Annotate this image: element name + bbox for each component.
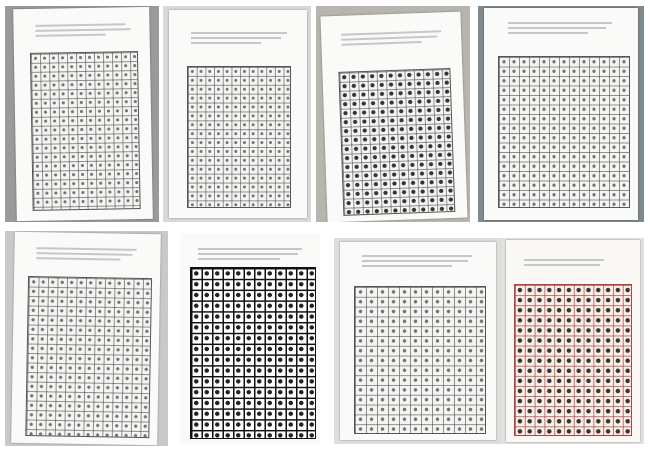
writing-grid xyxy=(498,56,630,208)
worksheet xyxy=(13,7,153,221)
worksheet xyxy=(169,10,307,218)
writing-grid xyxy=(354,286,486,434)
writing-grid xyxy=(30,51,141,211)
photo-7 xyxy=(334,238,502,444)
worksheet xyxy=(340,242,496,440)
sheet-heading xyxy=(321,20,461,25)
worksheet xyxy=(11,232,161,446)
photo-2 xyxy=(163,6,311,222)
worksheet xyxy=(506,240,640,442)
writing-grid xyxy=(514,284,632,436)
writing-grid xyxy=(25,276,152,438)
sheet-heading xyxy=(15,238,161,241)
writing-grid xyxy=(338,68,455,216)
photo-3 xyxy=(316,6,470,222)
photo-6 xyxy=(176,231,324,446)
writing-grid xyxy=(187,66,291,208)
worksheet xyxy=(484,8,638,220)
worksheet xyxy=(180,233,320,444)
worksheet xyxy=(320,12,467,222)
photo-5 xyxy=(5,231,168,446)
photo-4 xyxy=(478,6,644,222)
writing-grid xyxy=(190,267,316,439)
photo-1 xyxy=(5,6,159,222)
photo-8 xyxy=(502,238,644,444)
sheet-heading xyxy=(13,13,149,15)
